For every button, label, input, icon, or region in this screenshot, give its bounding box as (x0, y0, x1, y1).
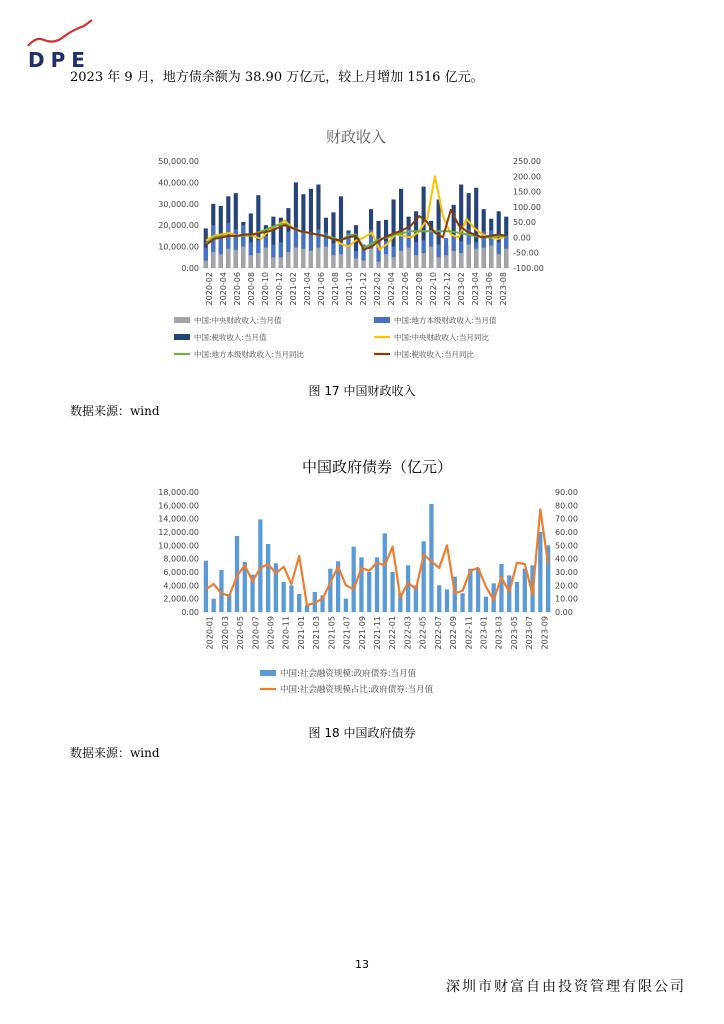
y-right-tick-label: 20.00 (555, 581, 578, 591)
x-tick-label: 2021-03 (312, 616, 322, 650)
bar (422, 253, 426, 268)
x-tick-label: 2020-07 (251, 616, 261, 650)
bar (497, 254, 501, 268)
bar (271, 257, 275, 268)
bar (538, 532, 542, 612)
bar (452, 251, 456, 268)
y-left-tick-label: 20,000.00 (158, 221, 199, 231)
y-left-tick-label: 14,000.00 (158, 514, 199, 524)
x-tick-label: 2022-05 (418, 616, 428, 650)
y-left-tick-label: 30,000.00 (158, 199, 199, 209)
intro-paragraph: 2023 年 9 月，地方债余额为 38.90 万亿元，较上月增加 1516 亿元。 (70, 70, 484, 85)
logo-text: DPE (28, 48, 91, 72)
y-right-tick-label: 250.00 (513, 157, 541, 166)
x-tick-label: 2022-06 (401, 272, 410, 306)
legend-swatch (374, 317, 390, 323)
x-tick-label: 2020-12 (275, 272, 284, 306)
x-tick-label: 2020-01 (205, 616, 215, 650)
legend-label: 中国:税收收入:当月同比 (394, 350, 475, 359)
x-tick-label: 2023-08 (499, 272, 508, 306)
y-left-tick-label: 6,000.00 (163, 568, 199, 577)
bar (258, 519, 262, 612)
x-tick-label: 2022-08 (415, 272, 424, 306)
x-tick-label: 2022-07 (433, 616, 443, 650)
bar (226, 249, 230, 268)
y-left-tick-label: 10,000.00 (158, 242, 199, 252)
bar (282, 582, 286, 612)
x-tick-label: 2022-10 (429, 272, 438, 306)
y-right-tick-label: 0.00 (513, 233, 531, 243)
legend-label: 中国:社会融资规模占比:政府债券:当月值 (280, 685, 434, 695)
bar (444, 255, 448, 268)
bar (266, 544, 270, 612)
bar (361, 261, 365, 268)
legend-swatch (174, 334, 190, 340)
x-tick-label: 2021-09 (357, 616, 367, 650)
legend-label: 中国:地方本级财政收入:当月同比 (194, 350, 305, 359)
bar (384, 254, 388, 268)
y-right-tick-label: 70.00 (555, 514, 578, 524)
bar (324, 247, 328, 268)
bar (406, 565, 410, 612)
bar (459, 253, 463, 268)
x-tick-label: 2022-04 (387, 272, 396, 306)
y-left-tick-label: 50,000.00 (158, 157, 199, 166)
bar (367, 572, 371, 612)
y-right-tick-label: 40.00 (555, 554, 578, 564)
bar (391, 257, 395, 268)
bar (241, 247, 245, 268)
legend-label: 中国:税收收入:当月值 (194, 333, 267, 342)
x-tick-label: 2020-11 (281, 616, 291, 650)
y-right-tick-label: 200.00 (513, 172, 541, 182)
x-tick-label: 2023-07 (525, 616, 535, 650)
bar (460, 593, 464, 612)
y-left-tick-label: 12,000.00 (158, 528, 199, 537)
x-tick-label: 2020-10 (261, 272, 270, 306)
bar (297, 594, 301, 612)
bar (499, 564, 503, 612)
fiscal-revenue-chart (150, 118, 570, 368)
x-tick-label: 2020-08 (247, 272, 256, 306)
y-right-tick-label: 100.00 (513, 202, 541, 212)
bar (376, 262, 380, 268)
bar (331, 255, 335, 268)
y-left-tick-label: 16,000.00 (158, 501, 199, 511)
bar (437, 585, 441, 612)
y-left-tick-label: 0.00 (181, 608, 199, 617)
bar (219, 254, 223, 268)
bar (286, 252, 290, 268)
bar (369, 249, 373, 268)
y-right-tick-label: 0.00 (555, 608, 573, 617)
x-tick-label: 2020-04 (219, 272, 228, 306)
bar (407, 248, 411, 268)
y-right-tick-label: 50.00 (513, 218, 536, 228)
figure2-source: 数据来源：wind (70, 746, 160, 760)
legend-label: 中国:中央财政收入:当月值 (194, 316, 282, 325)
x-tick-label: 2022-03 (403, 616, 413, 650)
bar (484, 597, 488, 612)
x-tick-label: 2021-08 (331, 272, 340, 306)
x-tick-label: 2020-06 (233, 272, 242, 306)
x-tick-label: 2022-11 (464, 616, 474, 650)
bar (264, 248, 268, 268)
company-name: 深圳市财富自由投资管理有限公司 (446, 979, 686, 995)
x-tick-label: 2022-09 (449, 616, 459, 650)
bar (437, 257, 441, 268)
y-left-tick-label: 40,000.00 (158, 178, 199, 188)
bar (234, 250, 238, 268)
bar (204, 261, 208, 268)
y-right-tick-label: 10.00 (555, 594, 578, 604)
x-tick-label: 2021-04 (303, 272, 312, 306)
figure2-caption: 图 18 中国政府债券 (308, 726, 416, 740)
bar (467, 244, 471, 268)
x-tick-label: 2023-06 (485, 272, 494, 306)
bar (429, 247, 433, 268)
x-tick-label: 2023-09 (540, 616, 550, 650)
legend-label: 中国:中央财政收入:当月同比 (394, 333, 490, 342)
bar (507, 575, 511, 612)
legend-label: 中国:地方本级财政收入:当月值 (394, 316, 497, 325)
y-right-tick-label: -50.00 (513, 248, 539, 258)
legend-swatch (174, 317, 190, 323)
bar (212, 599, 216, 612)
x-tick-label: 2022-02 (373, 272, 382, 306)
chart-title: 财政收入 (325, 128, 387, 146)
bar (204, 561, 208, 612)
bar (399, 251, 403, 268)
bar (390, 572, 394, 612)
bar (301, 249, 305, 268)
bar (383, 533, 387, 612)
x-tick-label: 2022-12 (443, 272, 452, 306)
bar (515, 582, 519, 612)
bar (289, 585, 293, 612)
y-right-tick-label: 90.00 (555, 488, 578, 497)
bar (504, 249, 508, 268)
chart-title: 中国政府债券（亿元） (301, 458, 453, 476)
logo-swoosh (28, 20, 92, 46)
bar (489, 246, 493, 268)
x-tick-label: 2021-02 (289, 272, 298, 306)
bar (346, 247, 350, 268)
x-tick-label: 2021-12 (359, 272, 368, 306)
figure1-caption: 图 17 中国财政收入 (308, 384, 416, 398)
x-tick-label: 2023-01 (479, 616, 489, 650)
bar (328, 569, 332, 612)
x-tick-label: 2020-09 (266, 616, 276, 650)
x-tick-label: 2021-01 (296, 616, 306, 650)
bar (316, 248, 320, 268)
bar (445, 589, 449, 612)
x-tick-label: 2023-03 (494, 616, 504, 650)
bar (359, 557, 363, 612)
government-bond-chart (150, 450, 578, 700)
y-left-tick-label: 8,000.00 (163, 554, 199, 564)
x-tick-label: 2021-06 (317, 272, 326, 306)
y-left-tick-label: 18,000.00 (158, 488, 199, 497)
x-tick-label: 2020-03 (220, 616, 230, 650)
bar (211, 252, 215, 268)
x-tick-label: 2022-01 (388, 616, 398, 650)
bar (309, 251, 313, 268)
bar (422, 541, 426, 612)
x-tick-label: 2020-05 (236, 616, 246, 650)
x-tick-label: 2023-05 (509, 616, 519, 650)
y-right-tick-label: 60.00 (555, 528, 578, 537)
bar (429, 504, 433, 612)
x-tick-label: 2023-04 (471, 272, 480, 306)
x-tick-label: 2020-02 (205, 272, 214, 306)
x-tick-label: 2023-02 (457, 272, 466, 306)
bar (482, 248, 486, 268)
y-left-tick-label: 4,000.00 (163, 581, 199, 591)
bar (354, 258, 358, 268)
bar (523, 569, 527, 612)
y-left-tick-label: 0.00 (181, 264, 199, 273)
y-left-tick-label: 2,000.00 (163, 594, 199, 604)
x-tick-label: 2021-11 (373, 616, 382, 650)
y-right-tick-label: 30.00 (555, 568, 578, 577)
bar (344, 599, 348, 612)
bar (339, 254, 343, 268)
bar (414, 255, 418, 268)
x-tick-label: 2021-07 (342, 616, 352, 650)
page-number: 13 (355, 958, 369, 971)
bar (256, 253, 260, 268)
bar (294, 248, 298, 268)
bar (352, 547, 356, 612)
y-right-tick-label: 150.00 (513, 187, 541, 197)
legend-swatch (260, 670, 276, 676)
bar (279, 257, 283, 268)
figure1-source: 数据来源：wind (70, 404, 160, 418)
legend-label: 中国:社会融资规模:政府债券:当月值 (280, 669, 417, 679)
x-tick-label: 2021-10 (345, 272, 354, 306)
y-right-tick-label: 80.00 (555, 501, 578, 511)
y-left-tick-label: 10,000.00 (158, 541, 199, 551)
x-tick-label: 2021-05 (327, 616, 337, 650)
y-right-tick-label: -100.00 (513, 264, 544, 273)
y-right-tick-label: 50.00 (555, 541, 578, 551)
bar (249, 255, 253, 268)
bar (476, 568, 480, 612)
bar (474, 249, 478, 268)
